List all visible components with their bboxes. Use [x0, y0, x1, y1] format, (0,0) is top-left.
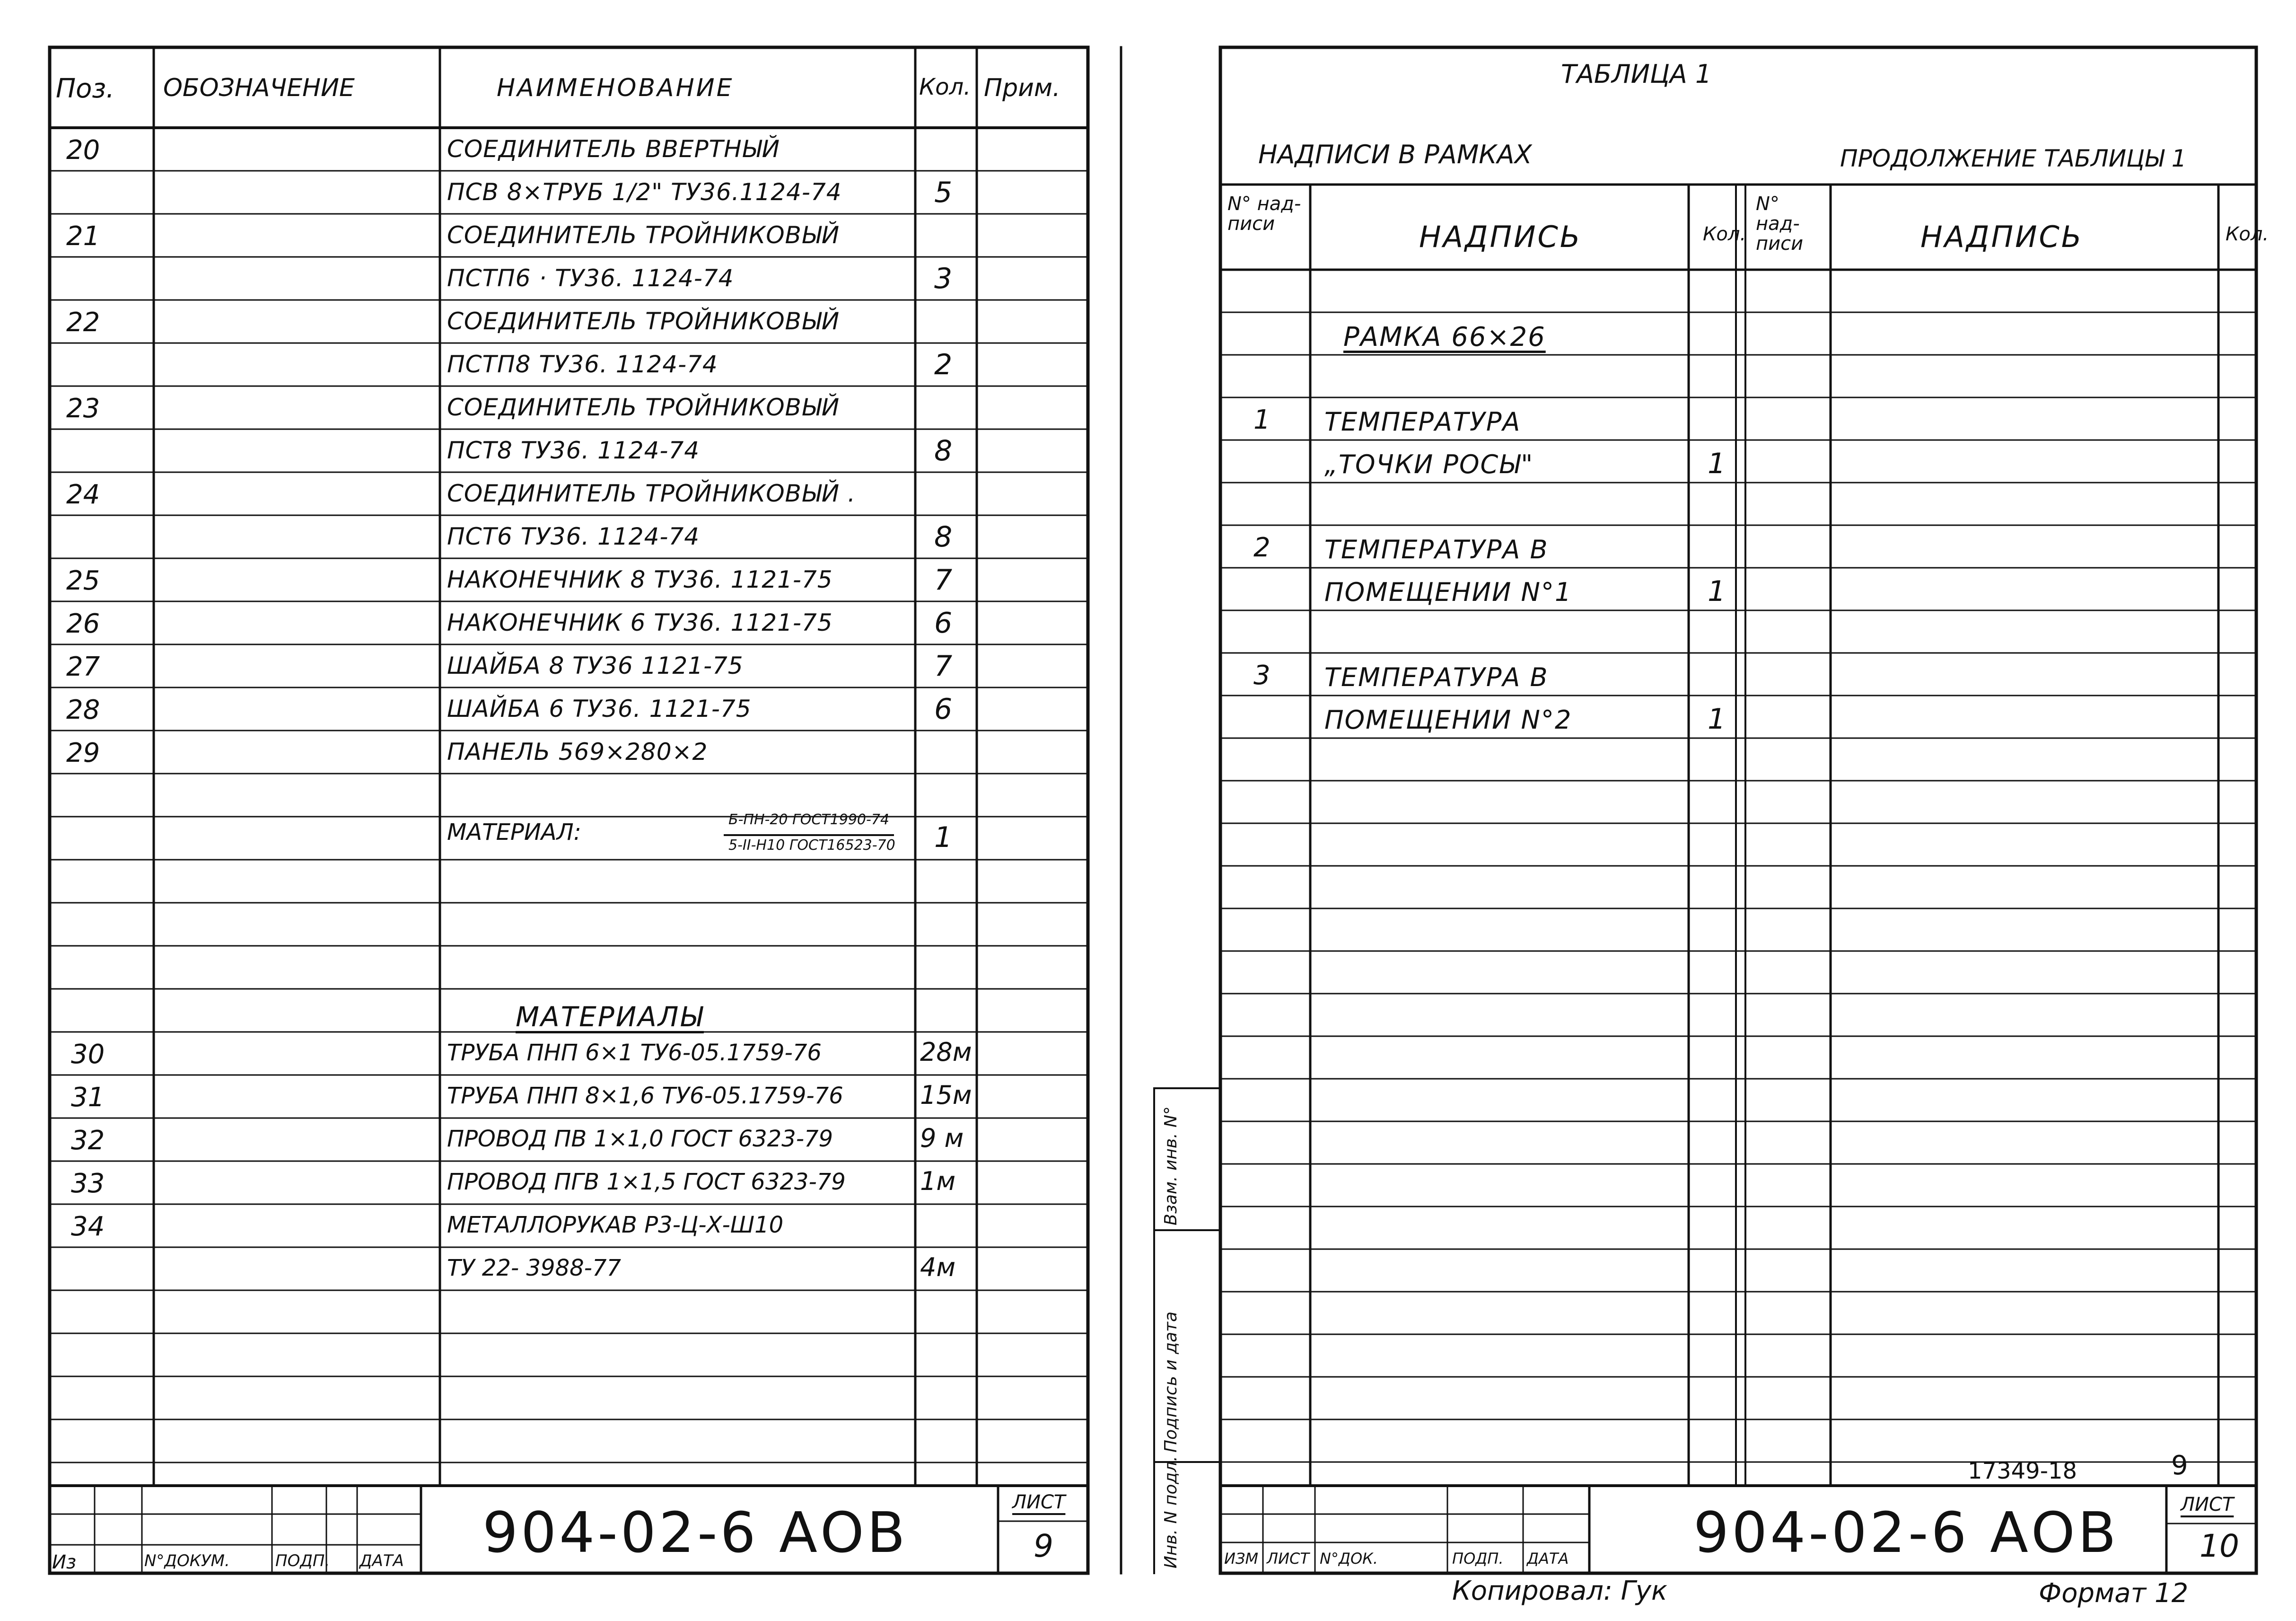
entry-line2: ПОМЕЩЕНИИ N°1 — [1324, 577, 1572, 607]
stamp-date: ДАТА — [359, 1551, 404, 1570]
row-name: ПСВ 8×ТРУБ 1/2" ТУ36.1124-74 — [447, 178, 842, 206]
stamp-sheet-number: 9 — [1034, 1528, 1053, 1564]
material-row-qty: 4м — [920, 1252, 956, 1282]
row-pos: 24 — [66, 479, 100, 510]
header-qty: Кол. — [919, 74, 971, 100]
stamp-code: 904-02-6 АОВ — [1693, 1500, 2119, 1565]
copied-by: Копировал: Гук — [1452, 1576, 1667, 1606]
row-pos: 21 — [66, 221, 100, 252]
right-caption: ПРОДОЛЖЕНИЕ ТАБЛИЦЫ 1 — [1840, 145, 2187, 172]
stamp-sheet-number: 10 — [2200, 1528, 2239, 1564]
row-name: СОЕДИНИТЕЛЬ ТРОЙНИКОВЫЙ . — [447, 480, 856, 507]
header-note: Прим. — [984, 74, 1060, 102]
material-row-qty: 1м — [920, 1166, 956, 1196]
material-row-pos: 34 — [71, 1211, 105, 1242]
row-name: ШАЙБА 8 ТУ36 1121-75 — [447, 652, 744, 679]
entry-number: 2 — [1253, 532, 1271, 563]
frame-title: РАМКА 66×26 — [1343, 322, 1546, 352]
stamp-code: 904-02-6 АОВ — [482, 1500, 908, 1565]
row-name: ПСТ8 ТУ36. 1124-74 — [447, 437, 700, 464]
header-text: НАДПИСЬ — [1419, 220, 1582, 254]
stamp-sign: ПОДП. — [275, 1551, 330, 1570]
entry-line1: ТЕМПЕРАТУРА В — [1324, 535, 1549, 564]
material-row-name: ТРУБА ПНП 6×1 ТУ6-05.1759-76 — [447, 1040, 822, 1066]
table-title: ТАБЛИЦА 1 — [1561, 59, 1712, 89]
entry-number: 3 — [1253, 660, 1271, 691]
material-row-pos: 32 — [71, 1125, 105, 1156]
header-pos: Поз. — [56, 73, 114, 104]
inv-label: Инв. N подл. — [1161, 1456, 1181, 1568]
row-name: СОЕДИНИТЕЛЬ ТРОЙНИКОВЫЙ — [447, 394, 840, 421]
left-caption: НАДПИСИ В РАМКАХ — [1258, 140, 1532, 169]
entry-line2: „ТОЧКИ РОСЫ" — [1324, 449, 1534, 479]
entry-qty: 1 — [1708, 447, 1726, 480]
header-num: N° над-писи — [1227, 193, 1301, 235]
row-qty: 8 — [934, 520, 953, 554]
material-row-name: ПРОВОД ПВ 1×1,0 ГОСТ 6323-79 — [447, 1126, 833, 1152]
row-pos: 27 — [66, 652, 100, 682]
material-row-name: ПРОВОД ПГВ 1×1,5 ГОСТ 6323-79 — [447, 1169, 846, 1195]
header-qty-2: Кол. — [2226, 223, 2269, 245]
header-num-2: N° над-писи — [1756, 193, 1804, 255]
entry-qty: 1 — [1708, 575, 1726, 608]
stamp-izm: ИЗМ — [1224, 1550, 1259, 1568]
page-mark: 9 — [2171, 1450, 2188, 1481]
row-pos: 29 — [66, 738, 100, 768]
material-row-pos: 31 — [71, 1082, 105, 1113]
archive-number: 17349-18 — [1968, 1458, 2077, 1484]
row-pos: 22 — [66, 307, 100, 338]
stamp-doc: N°ДОК. — [1320, 1550, 1378, 1568]
header-designation: ОБОЗНАЧЕНИЕ — [163, 74, 355, 102]
row-qty: 3 — [934, 262, 953, 295]
header-text-2: НАДПИСЬ — [1920, 220, 2084, 254]
material-row-qty: 9 м — [920, 1123, 964, 1153]
material-bottom: 5-II-Н10 ГОСТ16523-70 — [728, 837, 895, 854]
material-qty: 1 — [934, 821, 953, 854]
row-name: НАКОНЕЧНИК 8 ТУ36. 1121-75 — [447, 566, 833, 593]
stamp-sheet-label: ЛИСТ — [2181, 1494, 2234, 1515]
stamp-date: ДАТА — [1527, 1550, 1569, 1568]
material-row-name: ТРУБА ПНП 8×1,6 ТУ6-05.1759-76 — [447, 1083, 843, 1109]
stamp-izm: Из — [52, 1551, 77, 1573]
row-qty: 7 — [934, 650, 953, 683]
row-qty: 5 — [934, 176, 953, 209]
row-name: СОЕДИНИТЕЛЬ ВВЕРТНЫЙ — [447, 135, 780, 163]
header-name: НАИМЕНОВАНИЕ — [497, 74, 734, 102]
row-name: СОЕДИНИТЕЛЬ ТРОЙНИКОВЫЙ — [447, 221, 840, 249]
row-name: ПСТ6 ТУ36. 1124-74 — [447, 523, 700, 550]
material-row-name: МЕТАЛЛОРУКАВ Р3-Ц-Х-Ш10 — [447, 1212, 784, 1238]
entry-qty: 1 — [1708, 703, 1726, 736]
stamp-sign: ПОДП. — [1452, 1550, 1504, 1568]
material-top: Б-ПН-20 ГОСТ1990-74 — [728, 811, 890, 828]
row-qty: 7 — [934, 564, 953, 597]
row-name: ПСТП8 ТУ36. 1124-74 — [447, 351, 718, 378]
row-pos: 25 — [66, 565, 100, 596]
entry-number: 1 — [1253, 405, 1271, 435]
row-qty: 2 — [934, 348, 953, 381]
format-label: Формат 12 — [2039, 1578, 2189, 1609]
row-qty: 8 — [934, 434, 953, 467]
row-qty: 6 — [934, 693, 953, 726]
row-pos: 26 — [66, 608, 100, 639]
row-pos: 28 — [66, 695, 100, 725]
row-name: ПСТП6 · ТУ36. 1124-74 — [447, 264, 734, 292]
material-row-pos: 33 — [71, 1168, 105, 1199]
row-name: ПАНЕЛЬ 569×280×2 — [447, 738, 708, 766]
materials-heading: МАТЕРИАЛЫ — [516, 1001, 704, 1033]
stamp-doc: N°ДОКУМ. — [144, 1551, 230, 1570]
row-name: НАКОНЕЧНИК 6 ТУ36. 1121-75 — [447, 609, 833, 636]
entry-line1: ТЕМПЕРАТУРА — [1324, 407, 1521, 437]
vzam-inv-label: Взам. инв. N° — [1161, 1106, 1181, 1225]
sign-date-label: Подпись и дата — [1161, 1311, 1181, 1453]
row-pos: 23 — [66, 393, 100, 424]
row-qty: 6 — [934, 607, 953, 640]
row-name: СОЕДИНИТЕЛЬ ТРОЙНИКОВЫЙ — [447, 308, 840, 335]
material-row-qty: 15м — [920, 1080, 972, 1110]
stamp-list: ЛИСТ — [1267, 1550, 1309, 1568]
entry-line2: ПОМЕЩЕНИИ N°2 — [1324, 705, 1572, 735]
material-row-pos: 30 — [71, 1039, 105, 1070]
row-pos: 20 — [66, 135, 100, 166]
row-name: ШАЙБА 6 ТУ36. 1121-75 — [447, 695, 752, 722]
material-label: МАТЕРИАЛ: — [447, 819, 581, 846]
material-row-name: ТУ 22- 3988-77 — [447, 1255, 622, 1281]
header-qty-1: Кол. — [1703, 223, 1746, 245]
stamp-sheet-label: ЛИСТ — [1012, 1491, 1066, 1513]
material-row-qty: 28м — [920, 1037, 972, 1067]
entry-line1: ТЕМПЕРАТУРА В — [1324, 662, 1549, 692]
